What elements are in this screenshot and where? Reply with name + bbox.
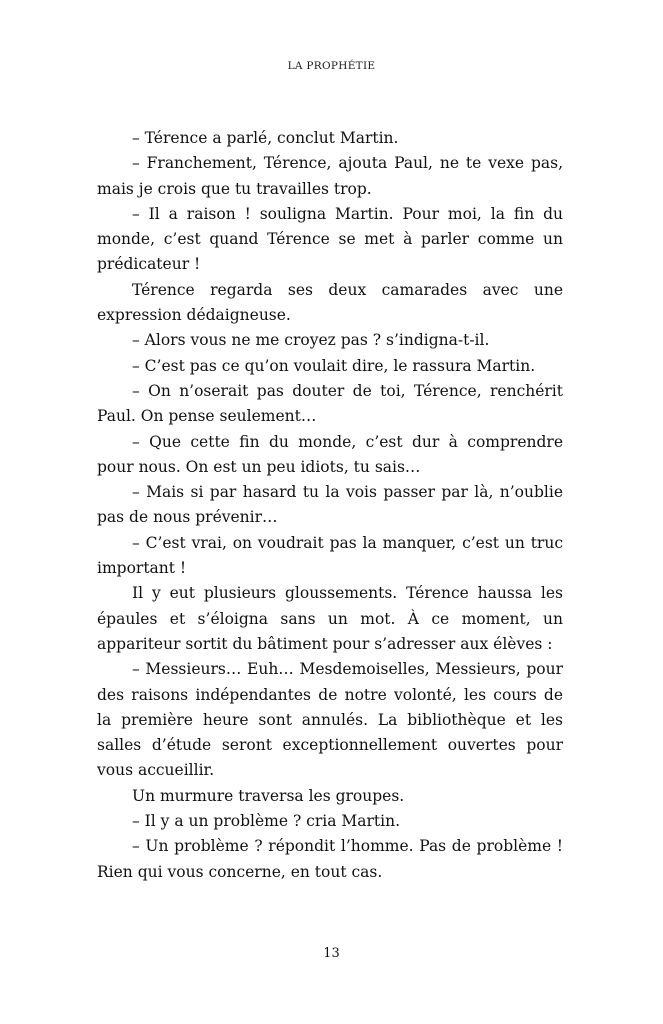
paragraph: – Que cette fin du monde, c’est dur à comprendre pour nous. On est un peu idiots, tu sais…: [97, 432, 563, 476]
paragraph: Il y eut plusieurs gloussements. Térence haussa les épaules et s’éloigna sans un mot. À ce moment, un appariteur sortit du bâtiment pour s’adresser aux élèves :: [97, 584, 563, 653]
paragraph: – On n’oserait pas douter de toi, Térence, renchérit Paul. On pense seulement…: [97, 381, 563, 426]
paragraph: – Il y a un problème ? cria Martin.: [132, 812, 401, 831]
paragraph: – C’est pas ce qu’on voulait dire, le rassura Martin.: [132, 356, 536, 375]
paragraph: Un murmure traversa les groupes.: [132, 786, 405, 805]
paragraph: – C’est vrai, on voudrait pas la manquer, c’est un truc important !: [97, 533, 563, 578]
paragraph: – Franchement, Térence, ajouta Paul, ne te vexe pas, mais je crois que tu travailles trop.: [97, 154, 563, 198]
paragraph: – Mais si par hasard tu la vois passer par là, n’oublie pas de nous prévenir…: [97, 483, 563, 527]
paragraph: – Alors vous ne me croyez pas ? s’indigna-t-il.: [132, 331, 490, 350]
paragraph: – Térence a parlé, conclut Martin.: [132, 129, 399, 147]
body-text: [97, 126, 563, 885]
page-number: 13: [323, 946, 340, 961]
paragraph: Térence regarda ses deux camarades avec une expression dédaigneuse.: [97, 280, 563, 325]
paragraph: – Il a raison ! souligna Martin. Pour moi, la fin du monde, c’est quand Térence se met à parler comme un prédicateur !: [97, 204, 563, 274]
paragraph: – Un problème ? répondit l’homme. Pas de problème ! Rien qui vous concerne, en tout cas.: [97, 837, 563, 881]
running-title: LA PROPHÉTIE: [287, 60, 376, 72]
paragraph: – Messieurs… Euh… Mesdemoiselles, Messieurs, pour des raisons indépendantes de notre volonté, les cours de la première heure sont annulés. La bibliothèque et les salles d’étude seront exceptionnellement ouvertes pour vous accueillir.: [97, 660, 563, 780]
